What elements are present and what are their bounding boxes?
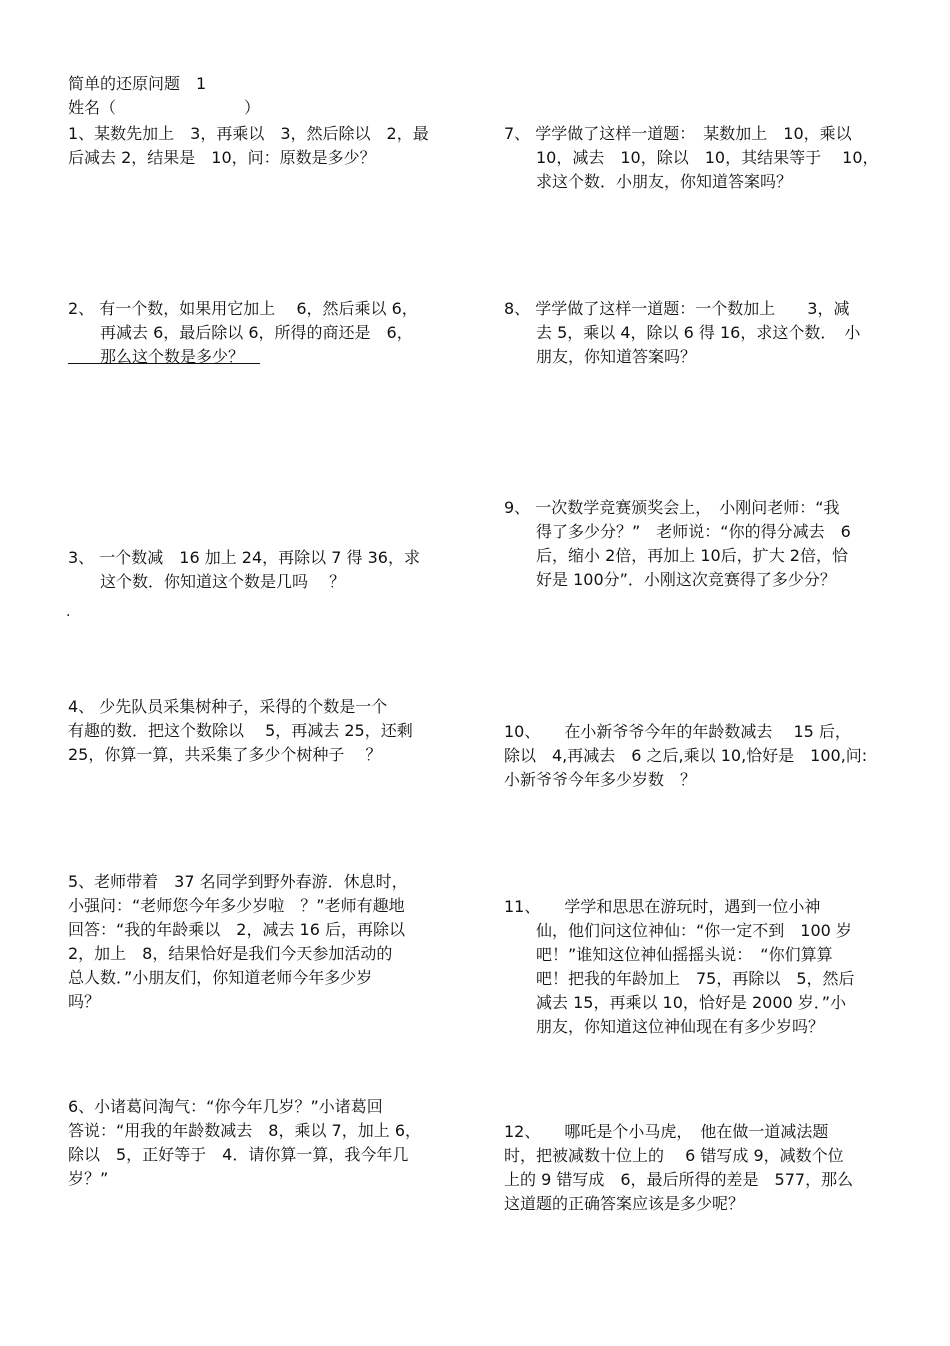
problem-5-line-5: 总人数．”小朋友们，你知道老师今年多少岁 — [68, 968, 373, 987]
problem-9 — [504, 496, 851, 592]
problem-12-line-1: 12、 哪吒是个小马虎， 他在做一道减法题 — [504, 1122, 829, 1141]
problem-12-line-2: 时，把被减数十位上的 6 错写成 9，减数个位 — [504, 1146, 844, 1165]
problem-5-line-3: 回答：“我的年龄乘以 2，减去 16 后，再除以 — [68, 920, 406, 939]
problem-7-line-3: 求这个数．小朋友，你知道答案吗？ — [504, 172, 793, 191]
problem-10-line-2: 除以 4,再减去 6 之后,乘以 10,恰好是 100,问: — [504, 746, 868, 765]
problem-4-line-3: 25，你算一算，共采集了多少个树种子 ？ — [68, 745, 382, 764]
problem-11 — [504, 895, 855, 1039]
problem-6-line-1: 6、小诸葛问淘气：“你今年几岁？”小诸葛回 — [68, 1097, 383, 1116]
problem-9-line-1: 9、 一次数学竞赛颁奖会上， 小刚问老师：“我 — [504, 498, 840, 517]
problem-11-line-6: 朋友，你知道这位神仙现在有多少岁吗？ — [504, 1017, 825, 1036]
problem-8-line-2: 去 5，乘以 4，除以 6 得 16，求这个数． 小 — [504, 323, 861, 342]
problem-12-line-3: 上的 9 错写成 6，最后所得的差是 577，那么 — [504, 1170, 854, 1189]
problem-8-line-1: 8、 学学做了这样一道题：一个数加上 3，减 — [504, 299, 850, 318]
problem-1-line-1: 1、某数先加上 3，再乘以 3，然后除以 2，最 — [68, 124, 429, 143]
page-title: 简单的还原问题 1 — [68, 74, 207, 93]
problem-7-line-1: 7、 学学做了这样一道题： 某数加上 10，乘以 — [504, 124, 852, 143]
problem-6 — [68, 1095, 421, 1191]
problem-8-line-3: 朋友，你知道答案吗？ — [504, 347, 697, 366]
problem-5-line-1: 5、老师带着 37 名同学到野外春游．休息时， — [68, 872, 408, 891]
problem-10-line-3: 小新爷爷今年多少岁数 ？ — [504, 770, 697, 789]
problem-5-line-4: 2，加上 8，结果恰好是我们今天参加活动的 — [68, 944, 393, 963]
problem-2-line-1: 2、 有一个数，如果用它加上 6，然后乘以 6， — [68, 299, 418, 318]
problem-5-line-2: 小强问：“老师您今年多少岁啦 ？”老师有趣地 — [68, 896, 405, 915]
problem-2-line-3: 那么这个数是多少？ — [68, 347, 261, 366]
problem-1 — [68, 122, 429, 170]
problem-11-line-3: 吧！”谁知这位神仙摇摇头说： “你们算算 — [504, 945, 833, 964]
problem-4-line-2: 有趣的数．把这个数除以 5，再减去 25，还剩 — [68, 721, 413, 740]
problem-11-line-1: 11、 学学和思思在游玩时，遇到一位小神 — [504, 897, 821, 916]
problem-3-line-1: 3、 一个数减 16 加上 24，再除以 7 得 36，求 — [68, 548, 420, 567]
problem-6-line-3: 除以 5，正好等于 4．请你算一算，我今年几 — [68, 1145, 409, 1164]
problem-3-line-2: 这个数．你知道这个数是几吗 ？ — [68, 572, 346, 591]
problem-6-line-4: 岁？” — [68, 1169, 109, 1188]
problem-11-line-5: 减去 15，再乘以 10，恰好是 2000 岁．”小 — [504, 993, 847, 1012]
problem-9-line-2: 得了多少分？” 老师说：“你的得分减去 6 — [504, 522, 851, 541]
problem-11-line-4: 吧！把我的年龄加上 75，再除以 5，然后 — [504, 969, 855, 988]
problem-7-line-2: 10，减去 10，除以 10，其结果等于 10， — [504, 148, 879, 167]
problem-4 — [68, 695, 413, 767]
stray-dot-mark: . — [66, 604, 71, 620]
problem-12 — [504, 1120, 853, 1216]
problem-9-line-3: 后，缩小 2倍，再加上 10后，扩大 2倍，恰 — [504, 546, 848, 565]
problem-9-line-4: 好是 100分”．小刚这次竞赛得了多少分？ — [504, 570, 836, 589]
problem-5-line-6: 吗？ — [68, 992, 101, 1011]
problem-2 — [68, 297, 418, 369]
problem-5 — [68, 870, 408, 1014]
problem-3 — [68, 546, 420, 594]
student-name-line: 姓名（ ） — [68, 98, 261, 117]
problem-4-line-1: 4、 少先队员采集树种子，采得的个数是一个 — [68, 697, 388, 716]
problem-2-line-2: 再减去 6，最后除以 6，所得的商还是 6， — [68, 323, 413, 342]
problem-12-line-4: 这道题的正确答案应该是多少呢？ — [504, 1194, 745, 1213]
problem-10-line-1: 10、 在小新爷爷今年的年龄数减去 15 后， — [504, 722, 851, 741]
problem-1-line-2: 后减去 2，结果是 10，问：原数是多少？ — [68, 148, 376, 167]
problem-10 — [504, 720, 867, 792]
problem-11-line-2: 仙，他们问这位神仙：“你一定不到 100 岁 — [504, 921, 852, 940]
problem-8 — [504, 297, 860, 369]
problem-6-line-2: 答说：“用我的年龄数减去 8，乘以 7，加上 6， — [68, 1121, 422, 1140]
problem-7 — [504, 122, 879, 194]
